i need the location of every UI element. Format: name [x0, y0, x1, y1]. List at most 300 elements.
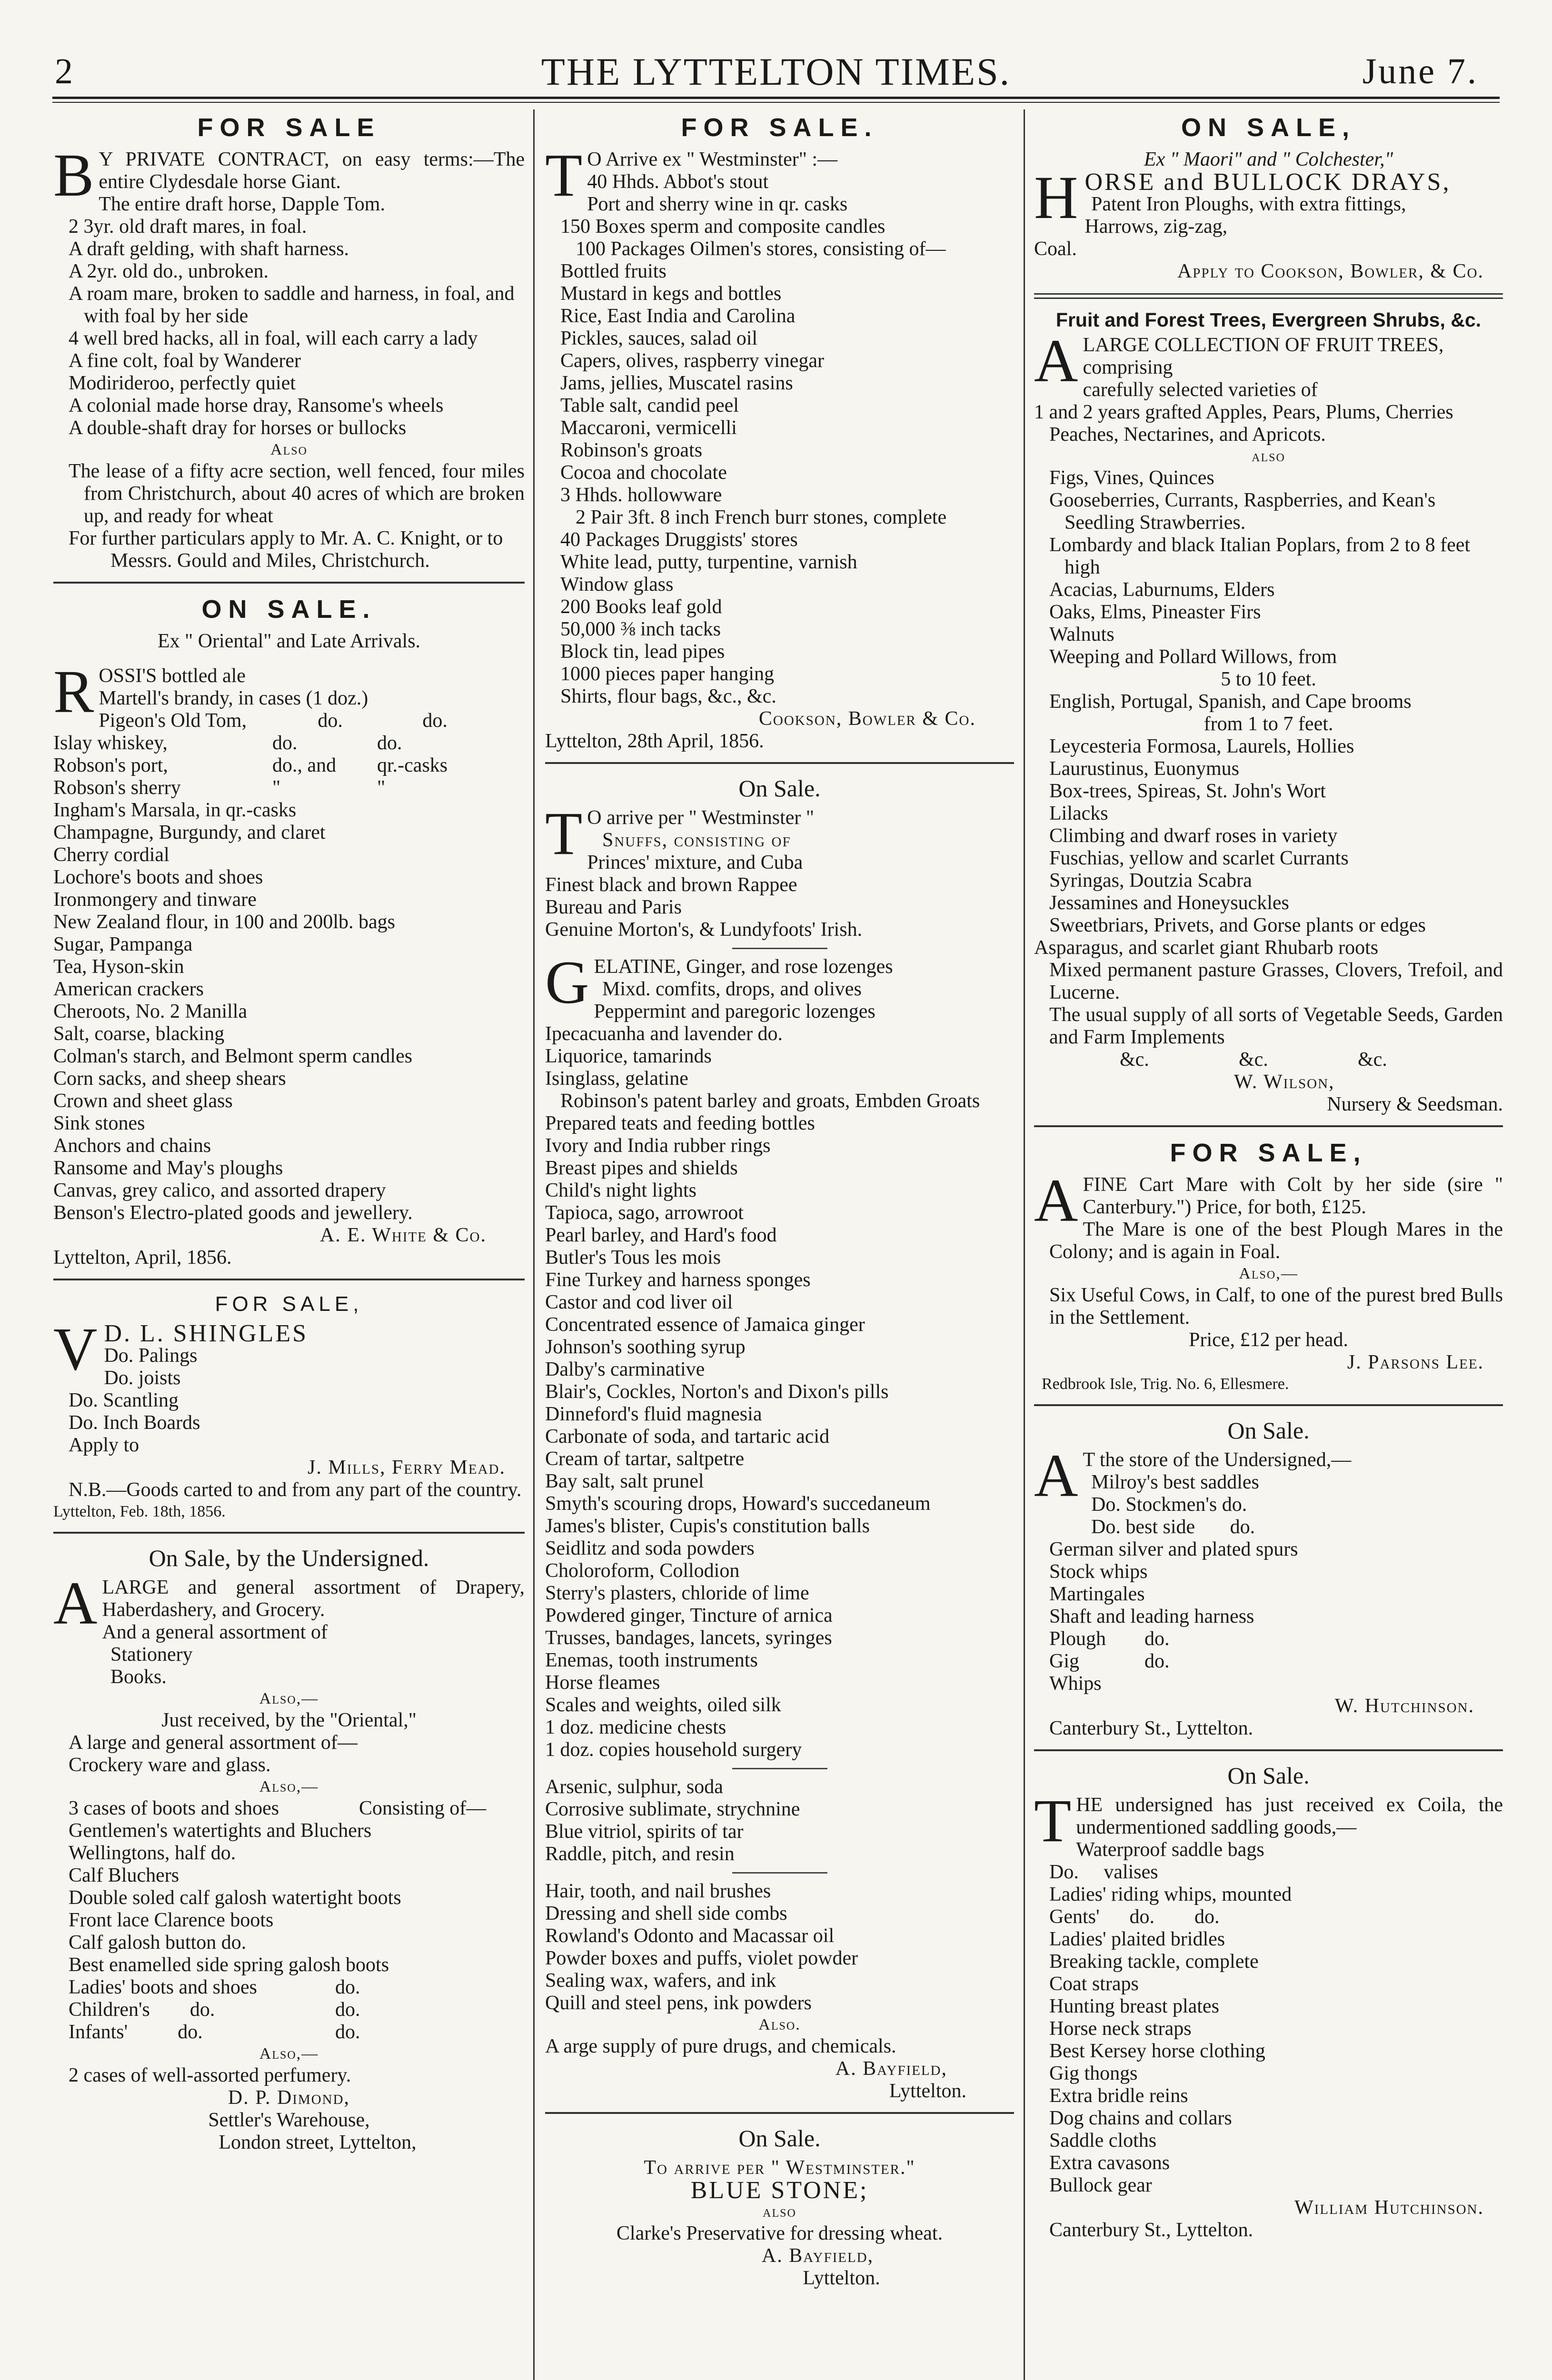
list-item: Trusses, bandages, lancets, syringes: [545, 1627, 832, 1649]
table-row: Ladies' boots and shoes do.: [69, 1976, 360, 1998]
ad-signature: A. Bayfield,: [761, 2245, 874, 2267]
list-item: Canvas, grey calico, and assorted drapery: [53, 1180, 386, 1201]
column-1: [53, 110, 525, 2157]
list-item: Dinneford's fluid magnesia: [545, 1403, 762, 1425]
also-label: Also.: [758, 2016, 801, 2033]
list-item: Crockery ware and glass.: [69, 1754, 271, 1776]
ad-heading: On Sale.: [738, 775, 821, 802]
product-name: BLUE STONE;: [690, 2177, 869, 2204]
ad-subheading: Ex " Maori" and " Colchester,": [1144, 149, 1393, 170]
list-item: Laurustinus, Euonymus: [1049, 758, 1239, 780]
list-item: James's blister, Cupis's constitution balls: [545, 1515, 870, 1537]
list-item: Isinglass, gelatine: [545, 1068, 688, 1090]
list-item: Concentrated essence of Jamaica ginger: [545, 1314, 865, 1336]
masthead: [0, 0, 1552, 102]
ad-fruit-trees: [1034, 307, 1503, 1116]
list-item: Seidlitz and soda powders: [545, 1537, 755, 1559]
list-item: And a general assortment of: [102, 1621, 328, 1643]
list-item: Peaches, Nectarines, and Apricots.: [1049, 424, 1326, 446]
list-item: 2 Pair 3ft. 8 inch French burr stones, complete: [576, 506, 947, 528]
list-item: Bottled fruits: [560, 260, 667, 282]
list-item: A draft gelding, with shaft harness.: [69, 238, 349, 260]
also-label: Also,—: [259, 1690, 319, 1707]
list-item: Shirts, flour bags, &c., &c.: [560, 685, 776, 707]
list-item: A colonial made horse dray, Ransome's wheels: [69, 395, 444, 416]
list-item: Powdered ginger, Tincture of arnica: [545, 1605, 833, 1626]
list-item: Calf Bluchers: [69, 1864, 179, 1886]
list-item: Hunting breast plates: [1049, 1995, 1219, 2017]
list-item: Dressing and shell side combs: [545, 1903, 787, 1924]
list-item: English, Portugal, Spanish, and Cape brooms: [1049, 691, 1412, 713]
list-item: Ladies' riding whips, mounted: [1049, 1884, 1292, 1905]
list-item: Genuine Morton's, & Lundyfoots' Irish.: [545, 919, 863, 941]
ad-shingles: [53, 1289, 525, 1522]
list-item: A double-shaft dray for horses or bullocks: [69, 417, 407, 439]
list-item: Martell's brandy, in cases (1 doz.): [99, 687, 368, 709]
drop-cap: V: [53, 1315, 99, 1383]
list-item: Horse neck straps: [1049, 2018, 1192, 2040]
column-divider: [533, 109, 535, 2380]
list-item: Butler's Tous les mois: [545, 1247, 721, 1269]
list-item: Do. joists: [104, 1367, 181, 1389]
ad-horses-for-sale: [53, 110, 525, 572]
table-row: Islay whiskey, do. do.: [53, 732, 402, 754]
list-item: The entire draft horse, Dapple Tom.: [99, 193, 385, 215]
also-label: also: [763, 2203, 796, 2221]
list-item: Anchors and chains: [53, 1135, 211, 1157]
ad-signature-line: Settler's Warehouse,: [208, 2109, 370, 2131]
list-item: Ladies' plaited bridles: [1049, 1928, 1225, 1950]
list-item: Syringas, Doutzia Scabra: [1049, 870, 1252, 892]
list-item: Do. Scantling: [69, 1389, 179, 1411]
ad-heading: On Sale.: [1227, 1417, 1310, 1444]
list-item: Weeping and Pollard Willows, from: [1049, 646, 1337, 668]
list-item: Apply to: [69, 1434, 139, 1456]
list-item: Corn sacks, and sheep shears: [53, 1068, 286, 1090]
list-item: Johnson's soothing syrup: [545, 1336, 746, 1358]
ad-saddling-goods: [1034, 1760, 1503, 2241]
also-label: Also,—: [259, 2045, 319, 2063]
list-item: Blair's, Cockles, Norton's and Dixon's pills: [545, 1381, 889, 1403]
ad-lead-text: O arrive per " Westminster ": [587, 807, 815, 829]
list-item: Gig thongs: [1049, 2063, 1138, 2084]
list-item: Milroy's best saddles: [1091, 1471, 1259, 1493]
list-item: Quill and steel pens, ink powders: [545, 1992, 812, 2014]
list-item: Ironmongery and tinware: [53, 889, 257, 911]
list-item: Finest black and brown Rappee: [545, 874, 797, 896]
also-label: Also: [270, 441, 308, 458]
list-item: Coat straps: [1049, 1973, 1139, 1995]
list-item: Lombardy and black Italian Poplars, from 2 to 8 feet high: [1049, 534, 1471, 578]
ad-lead-text: ORSE and BULLOCK DRAYS,: [1084, 169, 1451, 196]
list-item: 1 doz. copies household surgery: [545, 1739, 802, 1761]
list-item: Whips: [1049, 1673, 1102, 1695]
list-item: Stationery: [110, 1644, 193, 1666]
list-item: Snuffs, consisting of: [602, 829, 791, 851]
list-item: Shaft and leading harness: [1049, 1606, 1254, 1627]
list-item: Acacias, Laburnums, Elders: [1049, 579, 1275, 601]
list-item: Carbonate of soda, and tartaric acid: [545, 1426, 830, 1448]
ad-heading: FOR SALE.: [681, 113, 878, 142]
list-item: Martingales: [1049, 1583, 1145, 1605]
ad-lead-text: FINE Cart Mare with Colt by her side (sire " Canterbury.") Price, for both, £125.: [1083, 1174, 1503, 1218]
ad-separator: [53, 582, 525, 584]
ad-lead-text: LARGE and general assortment of Drapery, Haberdashery, and Grocery.: [102, 1577, 525, 1621]
ad-snuffs: [545, 773, 1014, 941]
list-item: Asparagus, and scarlet giant Rhubarb roots: [1034, 937, 1379, 959]
list-item: Jams, jellies, Muscatel rasins: [560, 372, 793, 394]
ad-heading: ON SALE,: [1181, 113, 1356, 142]
ad-note: N.B.—Goods carted to and from any part of the country.: [69, 1479, 522, 1501]
list-item: Choloroform, Collodion: [545, 1560, 740, 1582]
list-item: Block tin, lead pipes: [560, 641, 725, 663]
table-row: Pigeon's Old Tom, do. do.: [99, 710, 448, 732]
list-item: 4 well bred hacks, all in foal, will each carry a lady: [69, 327, 478, 349]
list-item: Castor and cod liver oil: [545, 1291, 733, 1313]
list-item: Do. valises: [1049, 1861, 1158, 1883]
list-item: Crown and sheet glass: [53, 1090, 233, 1112]
page-number: 2: [55, 51, 73, 91]
list-item: Front lace Clarence boots: [69, 1909, 274, 1931]
list-item: The usual supply of all sorts of Vegetable Seeds, Garden and Farm Implements: [1049, 1004, 1503, 1048]
ad-signature: Apply to Cookson, Bowler, & Co.: [1177, 260, 1484, 282]
list-item: Horse fleames: [545, 1672, 660, 1694]
list-item: 50,000 ⅜ inch tacks: [560, 618, 721, 640]
drop-cap: A: [53, 1569, 98, 1637]
list-item: Pickles, sauces, salad oil: [560, 327, 758, 349]
list-item: Blue vitriol, spirits of tar: [545, 1821, 744, 1843]
list-item: Clarke's Preservative for dressing wheat.: [616, 2222, 943, 2244]
table-row: 3 cases of boots and shoes Consisting of—: [69, 1797, 487, 1819]
list-item: Waterproof saddle bags: [1076, 1839, 1264, 1861]
list-item: The Mare is one of the best Plough Mares in the Colony; and is again in Foal.: [1049, 1219, 1503, 1263]
list-item: Bureau and Paris: [545, 896, 682, 918]
list-item: Box-trees, Spireas, St. John's Wort: [1049, 780, 1326, 802]
ad-signature-line: Lyttelton.: [803, 2267, 880, 2289]
list-item: Rice, East India and Carolina: [560, 305, 796, 327]
list-item: Double soled calf galosh watertight boots: [69, 1887, 401, 1909]
list-item: Gooseberries, Currants, Raspberries, and Kean's Seedling Strawberries.: [1049, 489, 1436, 534]
ad-signature: William Hutchinson.: [1294, 2197, 1484, 2219]
list-item: Sink stones: [53, 1112, 145, 1134]
list-item: Sterry's plasters, chloride of lime: [545, 1582, 809, 1604]
ad-lead-text: O Arrive ex " Westminster" :—: [587, 149, 838, 170]
list-item: Breaking tackle, complete: [1049, 1951, 1259, 1973]
list-item: Bullock gear: [1049, 2174, 1152, 2196]
list-item: Powder boxes and puffs, violet powder: [545, 1947, 858, 1969]
ad-dateline: Lyttelton, Feb. 18th, 1856.: [53, 1503, 226, 1520]
list-item: 2 cases of well-assorted perfumery.: [69, 2064, 351, 2086]
list-item: Ransome and May's ploughs: [53, 1157, 283, 1179]
ad-signature-line: Nursery & Seedsman.: [1327, 1093, 1503, 1115]
ad-drays: [1034, 110, 1503, 283]
list-item: Sweetbriars, Privets, and Gorse plants or edges: [1049, 914, 1426, 936]
list-item: Saddle cloths: [1049, 2130, 1157, 2152]
list-item: 40 Hhds. Abbot's stout: [587, 171, 769, 193]
list-item: Climbing and dwarf roses in variety: [1049, 825, 1338, 847]
list-item: Scales and weights, oiled silk: [545, 1694, 781, 1716]
drop-cap: A: [1034, 327, 1078, 395]
ad-signature: Cookson, Bowler & Co.: [758, 708, 976, 730]
ad-heading: On Sale.: [738, 2125, 821, 2152]
list-item: Cocoa and chocolate: [560, 462, 727, 484]
list-item: Six Useful Cows, in Calf, to one of the purest bred Bulls in the Settlement.: [1049, 1284, 1503, 1329]
list-item: Corrosive sublimate, strychnine: [545, 1798, 800, 1820]
ad-separator: [1034, 1125, 1503, 1127]
ad-subheading: Ex " Oriental" and Late Arrivals.: [157, 630, 421, 652]
ad-heading: On Sale.: [1227, 1762, 1310, 1789]
list-item: Do. best side do.: [1091, 1516, 1255, 1538]
list-item: from 1 to 7 feet.: [1204, 713, 1333, 735]
ad-separator: [732, 1872, 827, 1874]
particulars-text: For further particulars apply to Mr. A. C. Knight, or to: [69, 527, 503, 549]
list-item: Port and sherry wine in qr. casks: [587, 193, 848, 215]
column-2: [545, 110, 1014, 2292]
header-rule-thin: [52, 102, 1500, 103]
ad-blue-stone: [545, 2122, 1014, 2290]
list-item: 1000 pieces paper hanging: [560, 663, 775, 685]
list-item: Gents' do. do.: [1049, 1906, 1220, 1928]
list-item: Best enamelled side spring galosh boots: [69, 1954, 389, 1976]
ad-signature: D. P. Dimond,: [228, 2087, 350, 2109]
list-item: Calf galosh button do.: [69, 1932, 247, 1954]
list-item: Child's night lights: [545, 1180, 696, 1201]
list-item: 40 Packages Druggists' stores: [560, 529, 798, 551]
list-item: Harrows, zig-zag,: [1084, 216, 1228, 238]
list-item: Enemas, tooth instruments: [545, 1649, 758, 1671]
ad-separator: [732, 1768, 827, 1769]
ad-separator: [732, 948, 827, 949]
list-item: A roam mare, broken to saddle and harness, in foal, and with foal by her side: [69, 283, 515, 327]
list-item: Hair, tooth, and nail brushes: [545, 1880, 771, 1902]
list-item: Price, £12 per head.: [1189, 1329, 1348, 1351]
list-item: Cheroots, No. 2 Manilla: [53, 1001, 248, 1022]
ad-heading: On Sale, by the Undersigned.: [149, 1545, 429, 1571]
list-item: Walnuts: [1049, 624, 1114, 645]
list-item: Table salt, candid peel: [560, 395, 739, 416]
list-item: Oaks, Elms, Pineaster Firs: [1049, 601, 1261, 623]
drop-cap: H: [1034, 164, 1080, 231]
drop-cap: R: [53, 658, 94, 725]
ad-separator: [1034, 293, 1503, 299]
list-item: Do. Stockmen's do.: [1091, 1494, 1247, 1516]
ad-lead-text: ELATINE, Ginger, and rose lozenges: [594, 956, 893, 978]
list-item: Best Kersey horse clothing: [1049, 2040, 1265, 2062]
ad-saddles: [1034, 1415, 1503, 1740]
table-row: Robson's sherry " ": [53, 777, 386, 799]
ad-signature-line: Lyttelton.: [889, 2080, 966, 2102]
list-item: Cream of tartar, saltpetre: [545, 1448, 745, 1470]
list-item: Cherry cordial: [53, 844, 169, 866]
also-label: Also,—: [259, 1778, 319, 1795]
drop-cap: G: [545, 949, 589, 1016]
list-item: 150 Boxes sperm and composite candles: [560, 216, 885, 238]
ad-signature: A. Bayfield,: [835, 2058, 947, 2080]
list-item: Patent Iron Ploughs, with extra fittings,: [1091, 193, 1406, 215]
list-item: Benson's Electro-plated goods and jewellery.: [53, 1202, 413, 1224]
also-label: also: [1252, 447, 1285, 465]
list-item: Maccaroni, vermicelli: [560, 417, 737, 439]
drop-cap: T: [1034, 1787, 1072, 1854]
ad-cart-mare: [1034, 1136, 1503, 1395]
ad-heading: FOR SALE,: [215, 1292, 363, 1316]
newspaper-title: THE LYTTELTON TIMES.: [541, 50, 1011, 93]
list-item: Arsenic, sulphur, soda: [545, 1776, 723, 1798]
table-row: Robson's port, do., and qr.-casks: [53, 754, 448, 776]
ad-heading: FOR SALE,: [1170, 1139, 1367, 1167]
list-item: Dog chains and collars: [1049, 2107, 1232, 2129]
drop-cap: B: [53, 141, 94, 209]
list-item: Colman's starch, and Belmont sperm candles: [53, 1045, 413, 1067]
list-item: Princes' mixture, and Cuba: [587, 852, 803, 873]
list-item: Peppermint and paregoric lozenges: [594, 1001, 875, 1022]
list-item: Ipecacuanha and lavender do.: [545, 1023, 783, 1045]
ad-signature: Messrs. Gould and Miles, Christchurch.: [110, 550, 430, 572]
ad-signature: W. Wilson,: [1234, 1071, 1335, 1093]
list-item: Pearl barley, and Hard's food: [545, 1224, 777, 1246]
ad-separator: [545, 762, 1014, 764]
list-item: Lochore's boots and shoes: [53, 866, 263, 888]
drop-cap: T: [545, 800, 583, 867]
list-item: Dalby's carminative: [545, 1359, 705, 1380]
list-item: A large and general assortment of—: [69, 1732, 358, 1754]
issue-date: June 7.: [1362, 51, 1478, 91]
ad-druggist: [545, 949, 1014, 2102]
list-item: Just received, by the "Oriental,": [161, 1709, 417, 1731]
ad-separator: [1034, 1404, 1503, 1406]
ad-separator: [53, 1532, 525, 1534]
table-row: &c. &c. &c.: [1120, 1049, 1387, 1071]
ad-heading: Fruit and Forest Trees, Evergreen Shrubs, &c.: [1055, 309, 1482, 331]
list-item: Liquorice, tamarinds: [545, 1045, 712, 1067]
ad-lead-text: D. L. SHINGLES: [104, 1320, 308, 1347]
list-item: Tea, Hyson-skin: [53, 956, 184, 978]
list-item: Coal.: [1034, 238, 1077, 260]
list-item: Mixed permanent pasture Grasses, Clovers, Trefoil, and Lucerne.: [1049, 959, 1503, 1003]
list-item: Do. Palings: [104, 1345, 198, 1367]
list-item: 5 to 10 feet.: [1221, 668, 1316, 690]
ad-signature: W. Hutchinson.: [1334, 1695, 1474, 1717]
list-item: Champagne, Burgundy, and claret: [53, 822, 326, 843]
list-item: Mustard in kegs and bottles: [560, 283, 782, 305]
ad-address: Canterbury St., Lyttelton.: [1049, 2219, 1254, 2241]
header-rule: [52, 97, 1500, 99]
list-item: Raddle, pitch, and resin: [545, 1843, 735, 1865]
ad-address: Canterbury St., Lyttelton.: [1049, 1717, 1254, 1739]
ad-signature: J. Parsons Lee.: [1347, 1351, 1484, 1373]
list-item: 100 Packages Oilmen's stores, consisting of—: [576, 238, 946, 260]
ad-lead-text: LARGE COLLECTION OF FRUIT TREES, comprising: [1083, 334, 1444, 378]
list-item: 200 Books leaf gold: [560, 596, 722, 618]
ad-drapery: [53, 1542, 525, 2154]
list-item: Books.: [110, 1666, 167, 1688]
ad-dateline: Lyttelton, April, 1856.: [53, 1247, 232, 1269]
table-row: Plough do.: [1049, 1628, 1170, 1650]
list-item: Leycesteria Formosa, Laurels, Hollies: [1049, 735, 1354, 757]
list-item: Figs, Vines, Quinces: [1049, 467, 1214, 489]
list-item: 2 3yr. old draft mares, in foal.: [69, 216, 307, 238]
ad-signature-line: London street, Lyttelton,: [219, 2132, 417, 2153]
ad-separator: [1034, 1749, 1503, 1751]
list-item: Do. Inch Boards: [69, 1412, 200, 1434]
ad-separator: [545, 2112, 1014, 2114]
list-item: 3 Hhds. hollowware: [560, 484, 722, 506]
ad-on-sale-white: [53, 592, 525, 1269]
list-item: Ivory and India rubber rings: [545, 1135, 771, 1157]
list-item: Jessamines and Honeysuckles: [1049, 892, 1289, 914]
ad-lead-text: HE undersigned has just received ex Coila, the undermentioned saddling goods,—: [1076, 1794, 1503, 1838]
list-item: Robinson's groats: [560, 439, 703, 461]
list-item: 1 and 2 years grafted Apples, Pears, Plums, Cherries: [1034, 401, 1453, 423]
ad-heading: FOR SALE: [197, 113, 381, 142]
ad-heading: ON SALE.: [201, 595, 377, 624]
list-item: Fuschias, yellow and scarlet Currants: [1049, 847, 1349, 869]
table-row: Gig do.: [1049, 1650, 1170, 1672]
list-item: 1 doz. medicine chests: [545, 1716, 726, 1738]
lease-text: The lease of a fifty acre section, well fenced, four miles from Christchurch, about 40 acres of which are broken up, and ready for wheat: [69, 460, 525, 527]
list-item: Lilacks: [1049, 803, 1108, 824]
list-item: German silver and plated spurs: [1049, 1538, 1298, 1560]
list-item: Bay salt, salt prunel: [545, 1470, 704, 1492]
list-item: Window glass: [560, 574, 674, 595]
drop-cap: A: [1034, 1442, 1078, 1509]
list-item: Tapioca, sago, arrowroot: [545, 1202, 744, 1224]
drop-cap: A: [1034, 1167, 1078, 1234]
column-divider: [1024, 109, 1025, 2380]
list-item: New Zealand flour, in 100 and 200lb. bags: [53, 911, 395, 933]
ad-subheading: To arrive per " Westminster.": [644, 2157, 915, 2179]
list-item: Rowland's Odonto and Macassar oil: [545, 1925, 835, 1947]
column-3: [1034, 110, 1503, 2244]
ad-separator: [53, 1279, 525, 1280]
list-item: American crackers: [53, 978, 204, 1000]
list-item: Extra cavasons: [1049, 2152, 1170, 2174]
ad-lead-text: Y PRIVATE CONTRACT, on easy terms:—The entire Clydesdale horse Giant.: [99, 149, 525, 193]
list-item: A fine colt, foal by Wanderer: [69, 350, 301, 372]
list-item: A 2yr. old do., unbroken.: [69, 260, 269, 282]
list-item: Breast pipes and shields: [545, 1157, 738, 1179]
ad-signature: J. Mills, Ferry Mead.: [308, 1457, 506, 1478]
ad-address: Redbrook Isle, Trig. No. 6, Ellesmere.: [1042, 1375, 1289, 1393]
list-item: Stock whips: [1049, 1561, 1148, 1583]
list-item: Capers, olives, raspberry vinegar: [560, 350, 824, 372]
list-item: Smyth's scouring drops, Howard's succedaneum: [545, 1493, 931, 1515]
list-item: Robinson's patent barley and groats, Embden Groats: [560, 1090, 980, 1112]
drop-cap: T: [545, 141, 583, 209]
list-item: Modiriderоо, perfectly quiet: [69, 372, 296, 394]
also-label: Also,—: [1239, 1265, 1298, 1282]
table-row: Infants' do. do.: [69, 2021, 360, 2043]
ad-dateline: Lyttelton, 28th April, 1856.: [545, 730, 764, 752]
table-row: Children's do. do.: [69, 1999, 360, 2021]
list-item: Ingham's Marsala, in qr.-casks: [53, 799, 297, 821]
ad-lead-text: OSSI'S bottled ale: [99, 665, 246, 687]
list-item: A arge supply of pure drugs, and chemicals.: [545, 2035, 896, 2057]
list-item: White lead, putty, turpentine, varnish: [560, 551, 857, 573]
list-item: Sealing wax, wafers, and ink: [545, 1970, 776, 1992]
list-item: Mixd. comfits, drops, and olives: [602, 978, 862, 1000]
ad-westminster-cargo: [545, 110, 1014, 753]
ad-lead-text: T the store of the Undersigned,—: [1083, 1449, 1352, 1471]
ad-signature: A. E. White & Co.: [319, 1224, 487, 1246]
list-item: Wellingtons, half do.: [69, 1842, 236, 1864]
list-item: Extra bridle reins: [1049, 2085, 1188, 2107]
list-item: Fine Turkey and harness sponges: [545, 1269, 811, 1291]
list-item: Sugar, Pampanga: [53, 933, 193, 955]
list-item: carefully selected varieties of: [1083, 379, 1318, 401]
list-item: Gentlemen's watertights and Bluchers: [69, 1820, 372, 1842]
list-item: Salt, coarse, blacking: [53, 1023, 225, 1045]
